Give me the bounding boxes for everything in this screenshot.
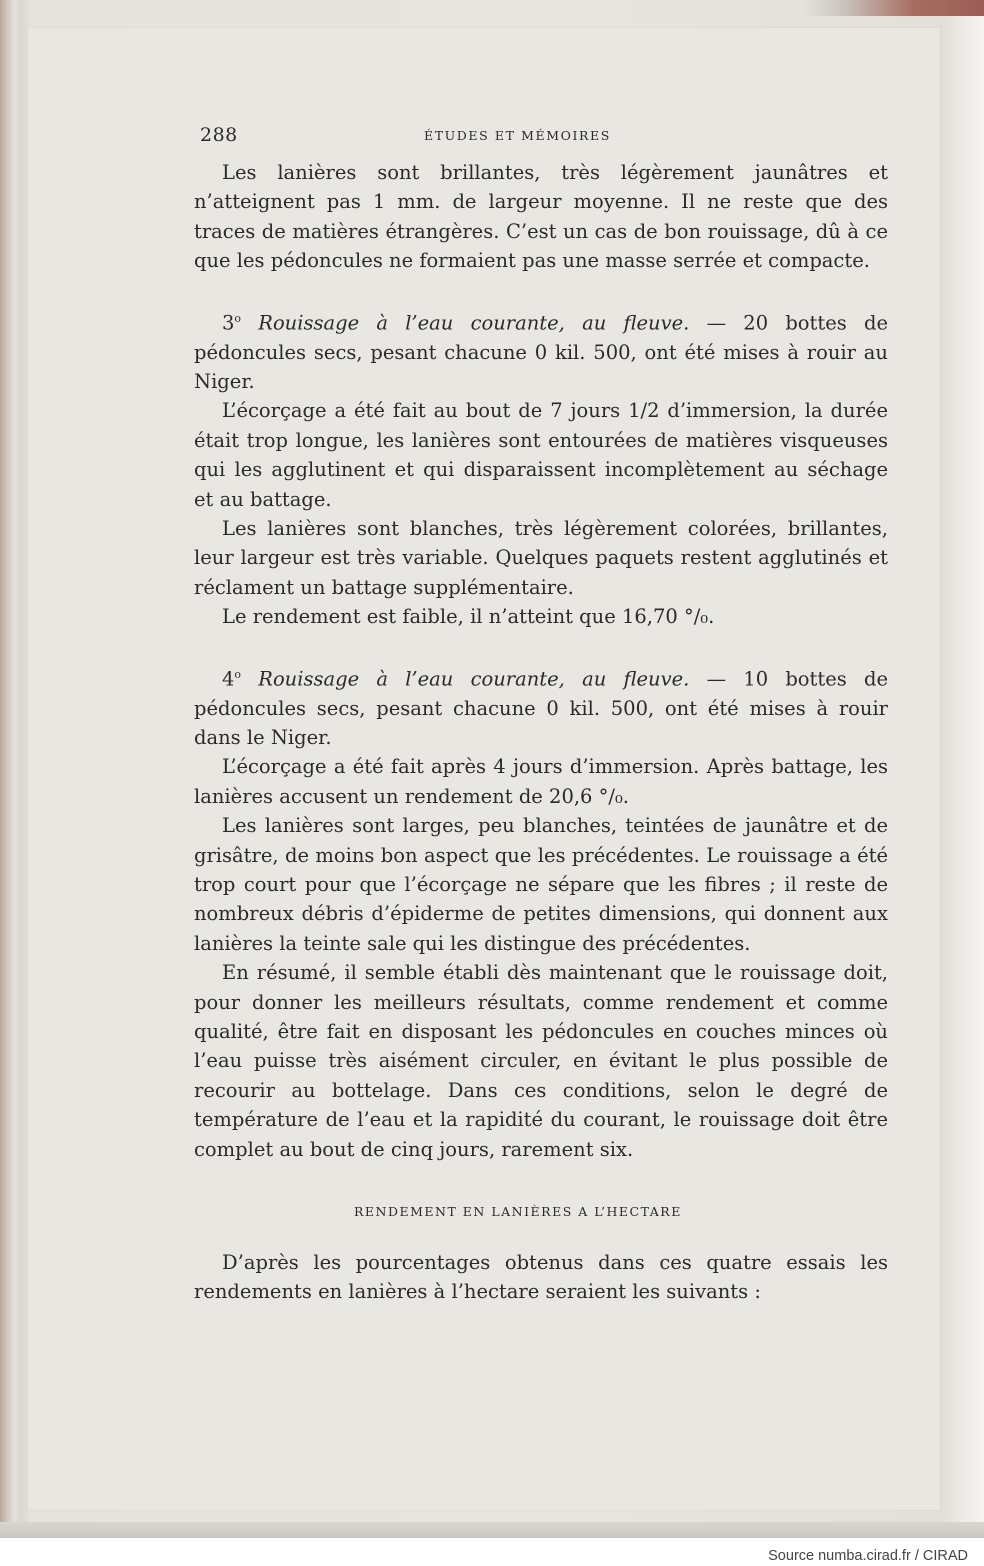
essai-4-title: Rouissage à l’eau courante, au fleuve. bbox=[241, 667, 690, 691]
paragraph-ecorcage-4: L’écorçage a été fait après 4 jours d’immersion. Après battage, les lanières accusent un rendement de 20,6 °/₀. bbox=[194, 755, 888, 808]
spacer bbox=[194, 1164, 888, 1202]
paragraph-pourcentages: D’après les pourcentages obtenus dans ces quatre essais les rendements en lanières à l’hectare seraient les suivants : bbox=[194, 1251, 888, 1304]
spacer bbox=[194, 1222, 888, 1248]
paragraph-essai-3 bbox=[194, 304, 888, 397]
paragraph-resume: En résumé, il semble établi dès maintenant que le rouissage doit, pour donner les meilleurs résultats, comme rendement et comme qualité, être fait en disposant les pédoncules en couches minces où l’eau puisse très aisément circuler, en évitant le plus possible de recourir au bottelage. Dans ces conditions, selon le degré de température de l’eau et la rapidité du courant, le rouissage doit être complet au bout de cinq jours, rarement six. bbox=[194, 961, 888, 1161]
source-credit: Source numba.cirad.fr / CIRAD bbox=[768, 1548, 968, 1564]
essai-3-text: — 20 bottes de pédoncules secs, pesant chacune 0 kil. 500, ont été mises à rouir au Niger. bbox=[194, 311, 888, 393]
essai-4-number: 4 bbox=[222, 667, 235, 691]
spacer bbox=[194, 632, 888, 660]
spacer bbox=[194, 276, 888, 304]
essai-3-number: 3 bbox=[222, 311, 235, 335]
paragraph-essai-4 bbox=[194, 660, 888, 753]
page-number: 288 bbox=[200, 124, 238, 146]
book-binding-edge bbox=[0, 0, 10, 1538]
book-cover-corner bbox=[804, 0, 984, 16]
page-fore-edge bbox=[940, 0, 984, 1538]
running-title: ÉTUDES ET MÉMOIRES bbox=[424, 128, 611, 143]
section-heading: RENDEMENT EN LANIÈRES A L’HECTARE bbox=[354, 1204, 682, 1219]
essai-3-title: Rouissage à l’eau courante, au fleuve. bbox=[241, 311, 690, 335]
paragraph-rendement-faible: Le rendement est faible, il n’atteint que 16,70 °/₀. bbox=[222, 605, 715, 629]
paragraph-ecorcage-3: L’écorçage a été fait au bout de 7 jours 1/2 d’immersion, la durée était trop longue, les lanières sont entourées de matières visqueuses qui les agglutinent et qui disparaissent incomplètement au séchage et au battage. bbox=[194, 399, 888, 511]
paragraph-lanieres-blanches: Les lanières sont blanches, très légèrement colorées, brillantes, leur largeur est très variable. Quelques paquets restent agglutinés et réclament un battage supplémentaire. bbox=[194, 516, 888, 599]
ordinal-marker: o bbox=[234, 667, 242, 681]
scan-bottom-edge bbox=[0, 1522, 984, 1538]
page-content bbox=[194, 118, 888, 1307]
ordinal-marker: o bbox=[234, 311, 242, 325]
paragraph-lanieres-brillantes: Les lanières sont brillantes, très légèrement jaunâtres et n’atteignent pas 1 mm. de largeur moyenne. Il ne reste que des traces de matières étrangères. C’est un cas de bon rouissage, dû à ce que les pédoncules ne formaient pas une masse serrée et compacte. bbox=[194, 161, 888, 273]
essai-4-text: — 10 bottes de pédoncules secs, pesant chacune 0 kil. 500, ont été mises à rouir dans le Niger. bbox=[194, 667, 888, 749]
paragraph-lanieres-larges: Les lanières sont larges, peu blanches, teintées de jaunâtre et de grisâtre, de moins bon aspect que les précédentes. Le rouissage a été trop court pour que l’écorçage ne sépare que les fibres ; il reste de nombreux débris d’épiderme de petites dimensions, qui donnent aux lanières la teinte sale qui les distingue des précédentes. bbox=[194, 814, 888, 955]
running-head bbox=[194, 118, 888, 158]
